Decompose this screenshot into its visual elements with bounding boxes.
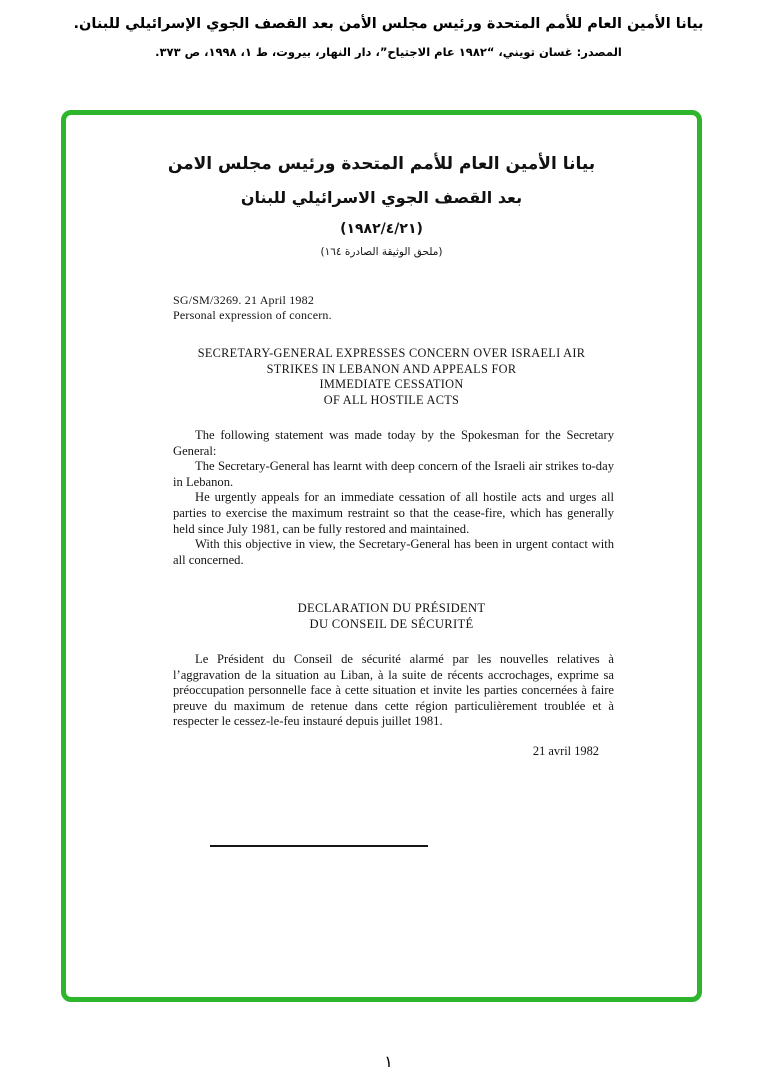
english-heading xyxy=(166,346,617,408)
french-date: 21 avril 1982 xyxy=(532,744,599,758)
french-paragraph: Le Président du Conseil de sécurité alarmé par les nouvelles relatives à l’aggravation de la situation au Liban, à la suite de récents accrochages, exprime sa préoccupation personnelle face à cette situation et invite les parties concernées à faire preuve du maximum de retenue dans cette région particulièrement troublée et à respecter le cessez-le-feu instauré depuis juillet 1981. xyxy=(173,652,614,729)
french-heading xyxy=(166,601,617,633)
document-scan-frame xyxy=(61,110,702,1002)
english-body xyxy=(173,428,614,568)
english-paragraph: With this objective in view, the Secretary-General has been in urgent contact with all concerned. xyxy=(173,537,614,567)
french-heading-line1: DECLARATION DU PRÉSIDENT xyxy=(297,601,486,615)
arabic-title-note: (ملحق الوثيقة الصادرة ١٦٤) xyxy=(320,246,443,258)
header-title-arabic: بيانا الأمين العام للأمم المتحدة ورئيس مجلس الأمن بعد القصف الجوي الإسرائيلي للبنان. xyxy=(73,16,704,32)
page-number: ١ xyxy=(384,1052,393,1071)
arabic-title-block xyxy=(66,153,697,258)
english-paragraph: He urgently appeals for an immediate cessation of all hostile acts and urges all parties to exercise the maximum restraint so that the cease-fire, which has generally held since July 1981, can be fully restored and maintained. xyxy=(173,490,614,536)
reference-block xyxy=(173,293,332,323)
header-source-arabic: المصدر: غسان تويني، “١٩٨٢ عام الاجتياح”، دار النهار، بيروت، ط ١، ١٩٩٨، ص ٣٧٣. xyxy=(155,45,622,59)
arabic-title-date: (١٩٨٢/٤/٢١) xyxy=(340,221,423,237)
reference-line1: SG/SM/3269. 21 April 1982 xyxy=(173,293,315,307)
english-heading-line2: STRIKES IN LEBANON AND APPEALS FOR xyxy=(266,361,517,376)
english-heading-line3: IMMEDIATE CESSATION xyxy=(319,377,464,392)
english-heading-line1: SECRETARY-GENERAL EXPRESSES CONCERN OVER ISRAELI AIR xyxy=(197,346,586,360)
arabic-title-line1: بيانا الأمين العام للأمم المتحدة ورئيس مجلس الامن xyxy=(167,154,596,174)
english-paragraph: The following statement was made today by the Spokesman for the Secretary General: xyxy=(173,428,614,458)
arabic-title-line2: بعد القصف الجوي الاسرائيلي للبنان xyxy=(240,188,523,207)
french-body xyxy=(173,652,614,730)
separator-line xyxy=(210,845,428,847)
english-heading-line4: OF ALL HOSTILE ACTS xyxy=(323,392,460,407)
french-heading-line2: DU CONSEIL DE SÉCURITÉ xyxy=(309,616,474,631)
english-paragraph: The Secretary-General has learnt with deep concern of the Israeli air strikes to-day in Lebanon. xyxy=(173,459,614,489)
page-header xyxy=(0,14,777,60)
document-content xyxy=(66,115,697,997)
reference-line2: Personal expression of concern. xyxy=(173,308,332,322)
